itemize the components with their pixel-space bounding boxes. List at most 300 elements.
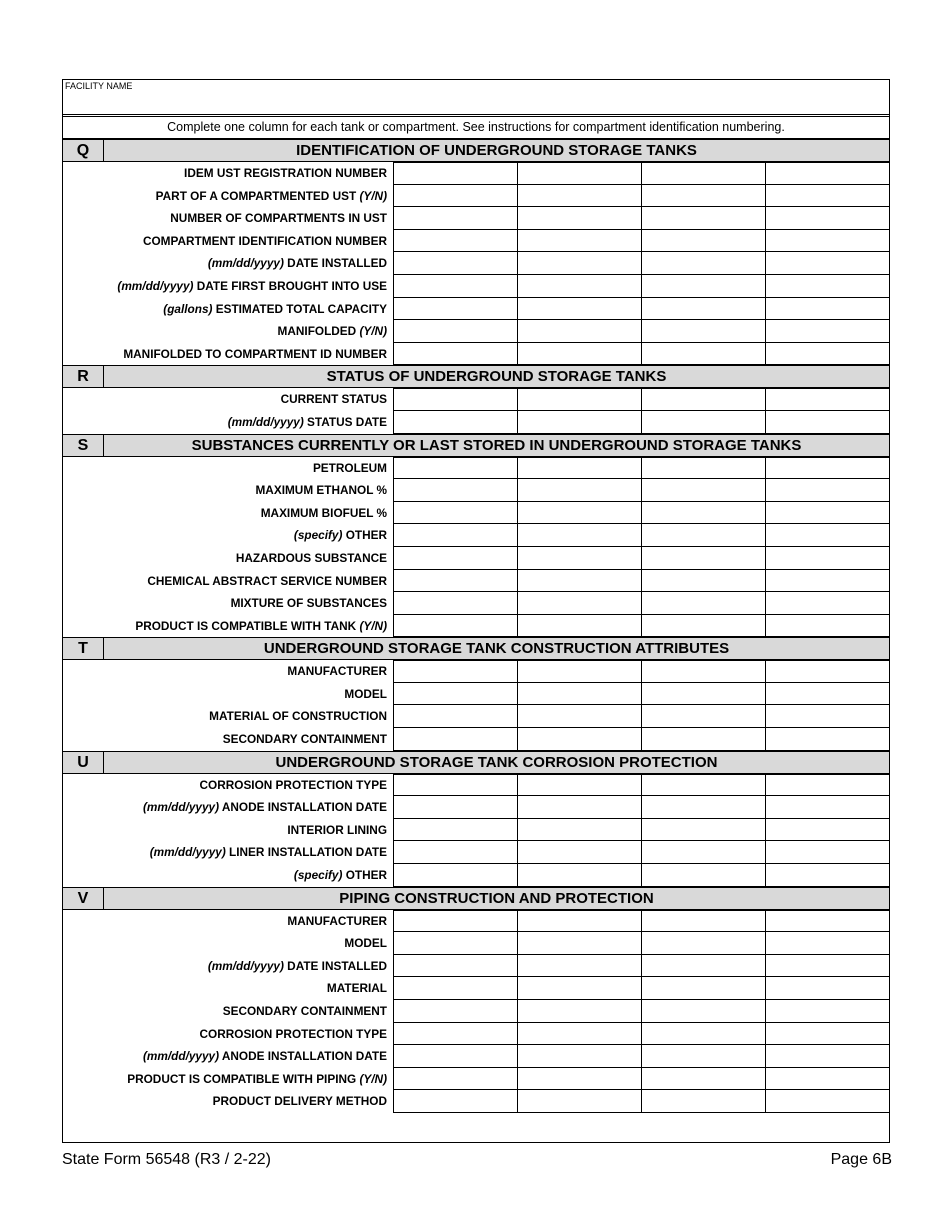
tank-column-3-cell[interactable] xyxy=(642,479,766,502)
tank-column-2-cell[interactable] xyxy=(518,388,642,411)
tank-column-3-cell[interactable] xyxy=(642,162,766,185)
tank-column-3-cell[interactable] xyxy=(642,774,766,797)
tank-column-2-cell[interactable] xyxy=(518,705,642,728)
row-label-text: ANODE INSTALLATION DATE xyxy=(219,800,387,815)
row-label-prefix: (mm/dd/yyyy) xyxy=(117,278,194,293)
row-label xyxy=(63,683,393,706)
section-header-s xyxy=(63,434,889,457)
tank-column-4-cell[interactable] xyxy=(766,796,889,819)
tank-column-2-cell[interactable] xyxy=(518,1045,642,1068)
tank-column-4-cell[interactable] xyxy=(766,1068,889,1091)
section-letter: T xyxy=(63,638,104,659)
tank-column-1-cell[interactable] xyxy=(394,479,518,502)
tank-column-4-cell[interactable] xyxy=(766,411,889,434)
row-label-prefix: (gallons) xyxy=(163,301,213,316)
tank-column-4-cell[interactable] xyxy=(766,1045,889,1068)
tank-column-3-cell[interactable] xyxy=(642,320,766,343)
row-label-text: STATUS DATE xyxy=(303,414,387,429)
row-label xyxy=(63,705,393,728)
row-label xyxy=(63,592,393,615)
tank-column-3-cell[interactable] xyxy=(642,1068,766,1091)
row-cells xyxy=(393,955,889,978)
row-cells xyxy=(393,252,889,275)
row-label-text: CORROSION PROTECTION TYPE xyxy=(199,777,387,792)
tank-column-1-cell[interactable] xyxy=(394,592,518,615)
row-label xyxy=(63,524,393,547)
tank-column-2-cell[interactable] xyxy=(518,977,642,1000)
tank-column-1-cell[interactable] xyxy=(394,298,518,321)
row-cells xyxy=(393,660,889,683)
row-label-text: MANIFOLDED TO COMPARTMENT ID NUMBER xyxy=(123,346,387,361)
form-row xyxy=(63,411,889,434)
tank-column-3-cell[interactable] xyxy=(642,683,766,706)
form-row xyxy=(63,1000,889,1023)
form-row xyxy=(63,1045,889,1068)
tank-column-2-cell[interactable] xyxy=(518,683,642,706)
tank-column-2-cell[interactable] xyxy=(518,819,642,842)
row-label xyxy=(63,1023,393,1046)
row-label-text: MATERIAL OF CONSTRUCTION xyxy=(209,709,387,724)
tank-column-3-cell[interactable] xyxy=(642,388,766,411)
tank-column-2-cell[interactable] xyxy=(518,570,642,593)
row-label-text: SECONDARY CONTAINMENT xyxy=(222,732,387,747)
tank-column-2-cell[interactable] xyxy=(518,955,642,978)
row-label-text: DATE INSTALLED xyxy=(283,958,387,973)
row-cells xyxy=(393,457,889,480)
row-label xyxy=(63,411,393,434)
row-label xyxy=(63,774,393,797)
tank-column-3-cell[interactable] xyxy=(642,660,766,683)
row-label xyxy=(63,819,393,842)
tank-column-1-cell[interactable] xyxy=(394,1068,518,1091)
form-row xyxy=(63,1068,889,1091)
form-sections xyxy=(63,139,889,1113)
tank-column-3-cell[interactable] xyxy=(642,841,766,864)
row-label xyxy=(63,864,393,887)
tank-column-2-cell[interactable] xyxy=(518,479,642,502)
row-label-text: MAXIMUM ETHANOL % xyxy=(255,483,387,498)
row-label-text: MANUFACTURER xyxy=(287,664,387,679)
row-label-suffix: (Y/N) xyxy=(359,618,387,633)
tank-column-1-cell[interactable] xyxy=(394,343,518,366)
tank-column-3-cell[interactable] xyxy=(642,796,766,819)
tank-column-4-cell[interactable] xyxy=(766,162,889,185)
row-cells xyxy=(393,910,889,933)
tank-column-4-cell[interactable] xyxy=(766,592,889,615)
tank-column-2-cell[interactable] xyxy=(518,841,642,864)
tank-column-3-cell[interactable] xyxy=(642,524,766,547)
row-label xyxy=(63,185,393,208)
row-label xyxy=(63,547,393,570)
tank-column-3-cell[interactable] xyxy=(642,864,766,887)
tank-column-1-cell[interactable] xyxy=(394,162,518,185)
row-cells xyxy=(393,615,889,638)
tank-column-2-cell[interactable] xyxy=(518,547,642,570)
tank-column-2-cell[interactable] xyxy=(518,320,642,343)
row-label-text: MIXTURE OF SUBSTANCES xyxy=(230,596,387,611)
tank-column-3-cell[interactable] xyxy=(642,457,766,480)
facility-name-field[interactable] xyxy=(63,80,889,117)
tank-column-3-cell[interactable] xyxy=(642,977,766,1000)
row-cells xyxy=(393,774,889,797)
tank-column-2-cell[interactable] xyxy=(518,230,642,253)
tank-column-2-cell[interactable] xyxy=(518,343,642,366)
row-cells xyxy=(393,524,889,547)
tank-column-3-cell[interactable] xyxy=(642,502,766,525)
row-label-text: CHEMICAL ABSTRACT SERVICE NUMBER xyxy=(147,573,387,588)
row-label-text: SECONDARY CONTAINMENT xyxy=(222,1004,387,1018)
row-label xyxy=(63,275,393,298)
row-label xyxy=(63,728,393,751)
tank-column-4-cell[interactable] xyxy=(766,932,889,955)
tank-column-4-cell[interactable] xyxy=(766,955,889,978)
row-cells xyxy=(393,1068,889,1091)
tank-column-4-cell[interactable] xyxy=(766,502,889,525)
tank-column-4-cell[interactable] xyxy=(766,524,889,547)
tank-column-3-cell[interactable] xyxy=(642,1023,766,1046)
tank-column-3-cell[interactable] xyxy=(642,910,766,933)
tank-column-2-cell[interactable] xyxy=(518,457,642,480)
row-label-text: COMPARTMENT IDENTIFICATION NUMBER xyxy=(142,233,387,248)
tank-column-1-cell[interactable] xyxy=(394,320,518,343)
row-label-suffix: (Y/N) xyxy=(359,324,387,339)
tank-column-1-cell[interactable] xyxy=(394,524,518,547)
section-letter: S xyxy=(63,435,104,456)
tank-column-4-cell[interactable] xyxy=(766,774,889,797)
row-label xyxy=(63,388,393,411)
instructions-text: Complete one column for each tank or compartment. See instructions for compartment identification numbering. xyxy=(63,117,889,139)
tank-column-3-cell[interactable] xyxy=(642,252,766,275)
tank-column-4-cell[interactable] xyxy=(766,252,889,275)
tank-column-2-cell[interactable] xyxy=(518,162,642,185)
form-row xyxy=(63,275,889,298)
row-label-text: OTHER xyxy=(342,528,387,543)
row-label xyxy=(63,1045,393,1068)
section-title: IDENTIFICATION OF UNDERGROUND STORAGE TANKS xyxy=(296,142,697,159)
tank-column-2-cell[interactable] xyxy=(518,728,642,751)
row-label-suffix: (Y/N) xyxy=(359,188,387,203)
tank-column-1-cell[interactable] xyxy=(394,185,518,208)
row-label xyxy=(63,796,393,819)
row-label-text: PART OF A COMPARTMENTED UST xyxy=(155,188,360,203)
row-label xyxy=(63,955,393,978)
row-cells xyxy=(393,1000,889,1023)
form-row xyxy=(63,457,889,480)
tank-column-4-cell[interactable] xyxy=(766,705,889,728)
tank-column-3-cell[interactable] xyxy=(642,298,766,321)
tank-column-1-cell[interactable] xyxy=(394,457,518,480)
row-cells xyxy=(393,411,889,434)
row-label-text: OTHER xyxy=(342,868,387,883)
section-header-v xyxy=(63,887,889,910)
row-label-text: ESTIMATED TOTAL CAPACITY xyxy=(212,301,387,316)
tank-column-4-cell[interactable] xyxy=(766,819,889,842)
row-cells xyxy=(393,1023,889,1046)
tank-column-2-cell[interactable] xyxy=(518,252,642,275)
tank-column-3-cell[interactable] xyxy=(642,1045,766,1068)
form-row xyxy=(63,955,889,978)
tank-column-1-cell[interactable] xyxy=(394,275,518,298)
tank-column-2-cell[interactable] xyxy=(518,298,642,321)
section-header-t xyxy=(63,637,889,660)
tank-column-1-cell[interactable] xyxy=(394,955,518,978)
tank-column-3-cell[interactable] xyxy=(642,592,766,615)
tank-column-1-cell[interactable] xyxy=(394,841,518,864)
row-label xyxy=(63,1068,393,1091)
row-label xyxy=(63,320,393,343)
form-row xyxy=(63,570,889,593)
tank-column-3-cell[interactable] xyxy=(642,411,766,434)
row-label xyxy=(63,502,393,525)
form-row xyxy=(63,388,889,411)
row-label-text: HAZARDOUS SUBSTANCE xyxy=(235,550,387,565)
row-label xyxy=(63,298,393,321)
form-row xyxy=(63,502,889,525)
tank-column-4-cell[interactable] xyxy=(766,207,889,230)
form-row xyxy=(63,524,889,547)
tank-column-4-cell[interactable] xyxy=(766,388,889,411)
row-label xyxy=(63,252,393,275)
tank-column-1-cell[interactable] xyxy=(394,1023,518,1046)
row-label-text: MANUFACTURER xyxy=(287,913,387,928)
tank-column-1-cell[interactable] xyxy=(394,705,518,728)
form-row xyxy=(63,705,889,728)
tank-column-2-cell[interactable] xyxy=(518,1000,642,1023)
row-cells xyxy=(393,592,889,615)
tank-column-4-cell[interactable] xyxy=(766,728,889,751)
tank-column-2-cell[interactable] xyxy=(518,1090,642,1113)
tank-column-1-cell[interactable] xyxy=(394,230,518,253)
row-label-prefix: (mm/dd/yyyy) xyxy=(142,800,220,815)
row-label xyxy=(63,479,393,502)
row-label xyxy=(63,615,393,638)
section-letter: U xyxy=(63,752,104,773)
tank-column-1-cell[interactable] xyxy=(394,932,518,955)
row-label-prefix: (mm/dd/yyyy) xyxy=(207,256,284,271)
tank-column-2-cell[interactable] xyxy=(518,615,642,638)
tank-column-4-cell[interactable] xyxy=(766,275,889,298)
row-label-text: IDEM UST REGISTRATION NUMBER xyxy=(184,166,387,180)
row-cells xyxy=(393,162,889,185)
tank-column-3-cell[interactable] xyxy=(642,615,766,638)
row-cells xyxy=(393,320,889,343)
row-cells xyxy=(393,547,889,570)
tank-column-3-cell[interactable] xyxy=(642,570,766,593)
row-cells xyxy=(393,230,889,253)
form-row xyxy=(63,592,889,615)
row-label-prefix: (mm/dd/yyyy) xyxy=(142,1049,220,1064)
tank-column-2-cell[interactable] xyxy=(518,910,642,933)
tank-column-1-cell[interactable] xyxy=(394,910,518,933)
tank-column-3-cell[interactable] xyxy=(642,230,766,253)
tank-column-4-cell[interactable] xyxy=(766,230,889,253)
tank-column-4-cell[interactable] xyxy=(766,320,889,343)
tank-column-2-cell[interactable] xyxy=(518,932,642,955)
row-label-prefix: (mm/dd/yyyy) xyxy=(207,958,284,973)
ust-form xyxy=(62,79,890,1143)
form-row xyxy=(63,910,889,933)
tank-column-1-cell[interactable] xyxy=(394,683,518,706)
tank-column-2-cell[interactable] xyxy=(518,796,642,819)
section-title: SUBSTANCES CURRENTLY OR LAST STORED IN UNDERGROUND STORAGE TANKS xyxy=(191,436,802,454)
row-label-text: CORROSION PROTECTION TYPE xyxy=(199,1026,387,1041)
tank-column-1-cell[interactable] xyxy=(394,411,518,434)
form-row xyxy=(63,479,889,502)
tank-column-3-cell[interactable] xyxy=(642,185,766,208)
tank-column-4-cell[interactable] xyxy=(766,910,889,933)
row-label xyxy=(63,230,393,253)
form-row xyxy=(63,298,889,321)
tank-column-3-cell[interactable] xyxy=(642,819,766,842)
row-label xyxy=(63,1090,393,1113)
form-row xyxy=(63,547,889,570)
tank-column-1-cell[interactable] xyxy=(394,1090,518,1113)
tank-column-4-cell[interactable] xyxy=(766,457,889,480)
row-cells xyxy=(393,819,889,842)
form-row xyxy=(63,932,889,955)
row-label-text: INTERIOR LINING xyxy=(287,822,387,837)
tank-column-4-cell[interactable] xyxy=(766,570,889,593)
row-label-text: NUMBER OF COMPARTMENTS IN UST xyxy=(170,211,387,226)
tank-column-4-cell[interactable] xyxy=(766,185,889,208)
tank-column-2-cell[interactable] xyxy=(518,1068,642,1091)
form-row xyxy=(63,252,889,275)
form-row xyxy=(63,615,889,638)
tank-column-1-cell[interactable] xyxy=(394,388,518,411)
tank-column-2-cell[interactable] xyxy=(518,660,642,683)
form-row xyxy=(63,343,889,366)
tank-column-2-cell[interactable] xyxy=(518,592,642,615)
form-row xyxy=(63,207,889,230)
tank-column-3-cell[interactable] xyxy=(642,728,766,751)
tank-column-4-cell[interactable] xyxy=(766,615,889,638)
tank-column-3-cell[interactable] xyxy=(642,343,766,366)
row-cells xyxy=(393,298,889,321)
section-title: UNDERGROUND STORAGE TANK CONSTRUCTION ATTRIBUTES xyxy=(263,640,730,658)
tank-column-1-cell[interactable] xyxy=(394,1000,518,1023)
section-title: PIPING CONSTRUCTION AND PROTECTION xyxy=(339,889,654,907)
row-label-text: MATERIAL xyxy=(326,981,387,996)
tank-column-4-cell[interactable] xyxy=(766,479,889,502)
row-cells xyxy=(393,1090,889,1113)
tank-column-2-cell[interactable] xyxy=(518,185,642,208)
tank-column-1-cell[interactable] xyxy=(394,570,518,593)
tank-column-4-cell[interactable] xyxy=(766,1090,889,1113)
row-label xyxy=(63,457,393,480)
tank-column-1-cell[interactable] xyxy=(394,660,518,683)
tank-column-2-cell[interactable] xyxy=(518,207,642,230)
tank-column-2-cell[interactable] xyxy=(518,524,642,547)
form-row xyxy=(63,728,889,751)
tank-column-2-cell[interactable] xyxy=(518,502,642,525)
form-row xyxy=(63,230,889,253)
row-label-text: CURRENT STATUS xyxy=(280,392,387,407)
section-letter: V xyxy=(63,888,104,909)
row-cells xyxy=(393,977,889,1000)
row-label-text: MANIFOLDED xyxy=(277,324,360,339)
tank-column-2-cell[interactable] xyxy=(518,1023,642,1046)
tank-column-1-cell[interactable] xyxy=(394,728,518,751)
tank-column-1-cell[interactable] xyxy=(394,547,518,570)
form-id: State Form 56548 (R3 / 2-22) xyxy=(62,1151,271,1168)
row-label-text: PRODUCT DELIVERY METHOD xyxy=(212,1094,387,1109)
page-number: Page 6B xyxy=(830,1151,892,1168)
section-header-r xyxy=(63,365,889,388)
tank-column-1-cell[interactable] xyxy=(394,1045,518,1068)
tank-column-3-cell[interactable] xyxy=(642,547,766,570)
row-label xyxy=(63,910,393,933)
row-cells xyxy=(393,932,889,955)
row-cells xyxy=(393,479,889,502)
row-cells xyxy=(393,388,889,411)
tank-column-3-cell[interactable] xyxy=(642,1090,766,1113)
tank-column-2-cell[interactable] xyxy=(518,864,642,887)
tank-column-4-cell[interactable] xyxy=(766,841,889,864)
row-label xyxy=(63,343,393,366)
row-label xyxy=(63,660,393,683)
form-row xyxy=(63,796,889,819)
tank-column-4-cell[interactable] xyxy=(766,977,889,1000)
tank-column-1-cell[interactable] xyxy=(394,977,518,1000)
tank-column-4-cell[interactable] xyxy=(766,343,889,366)
row-cells xyxy=(393,728,889,751)
row-cells xyxy=(393,683,889,706)
section-header-q xyxy=(63,139,889,162)
row-cells xyxy=(393,502,889,525)
tank-column-4-cell[interactable] xyxy=(766,547,889,570)
row-label xyxy=(63,1000,393,1023)
tank-column-4-cell[interactable] xyxy=(766,660,889,683)
tank-column-1-cell[interactable] xyxy=(394,207,518,230)
tank-column-3-cell[interactable] xyxy=(642,932,766,955)
tank-column-1-cell[interactable] xyxy=(394,864,518,887)
form-row xyxy=(63,320,889,343)
row-cells xyxy=(393,275,889,298)
tank-column-4-cell[interactable] xyxy=(766,1023,889,1046)
row-label xyxy=(63,570,393,593)
row-cells xyxy=(393,207,889,230)
tank-column-3-cell[interactable] xyxy=(642,207,766,230)
tank-column-3-cell[interactable] xyxy=(642,955,766,978)
tank-column-1-cell[interactable] xyxy=(394,796,518,819)
tank-column-3-cell[interactable] xyxy=(642,705,766,728)
tank-column-2-cell[interactable] xyxy=(518,774,642,797)
form-row xyxy=(63,774,889,797)
row-label xyxy=(63,207,393,230)
row-label-text: ANODE INSTALLATION DATE xyxy=(219,1049,387,1064)
tank-column-1-cell[interactable] xyxy=(394,774,518,797)
row-cells xyxy=(393,841,889,864)
row-label xyxy=(63,977,393,1000)
tank-column-4-cell[interactable] xyxy=(766,683,889,706)
tank-column-4-cell[interactable] xyxy=(766,864,889,887)
row-label-text: MAXIMUM BIOFUEL % xyxy=(260,505,387,520)
tank-column-1-cell[interactable] xyxy=(394,502,518,525)
row-cells xyxy=(393,864,889,887)
tank-column-2-cell[interactable] xyxy=(518,411,642,434)
row-label-prefix: (mm/dd/yyyy) xyxy=(149,845,226,860)
tank-column-3-cell[interactable] xyxy=(642,275,766,298)
tank-column-4-cell[interactable] xyxy=(766,298,889,321)
row-label-text: DATE INSTALLED xyxy=(283,256,387,271)
tank-column-3-cell[interactable] xyxy=(642,1000,766,1023)
tank-column-4-cell[interactable] xyxy=(766,1000,889,1023)
tank-column-1-cell[interactable] xyxy=(394,819,518,842)
tank-column-1-cell[interactable] xyxy=(394,252,518,275)
tank-column-2-cell[interactable] xyxy=(518,275,642,298)
tank-column-1-cell[interactable] xyxy=(394,615,518,638)
section-header-u xyxy=(63,751,889,774)
